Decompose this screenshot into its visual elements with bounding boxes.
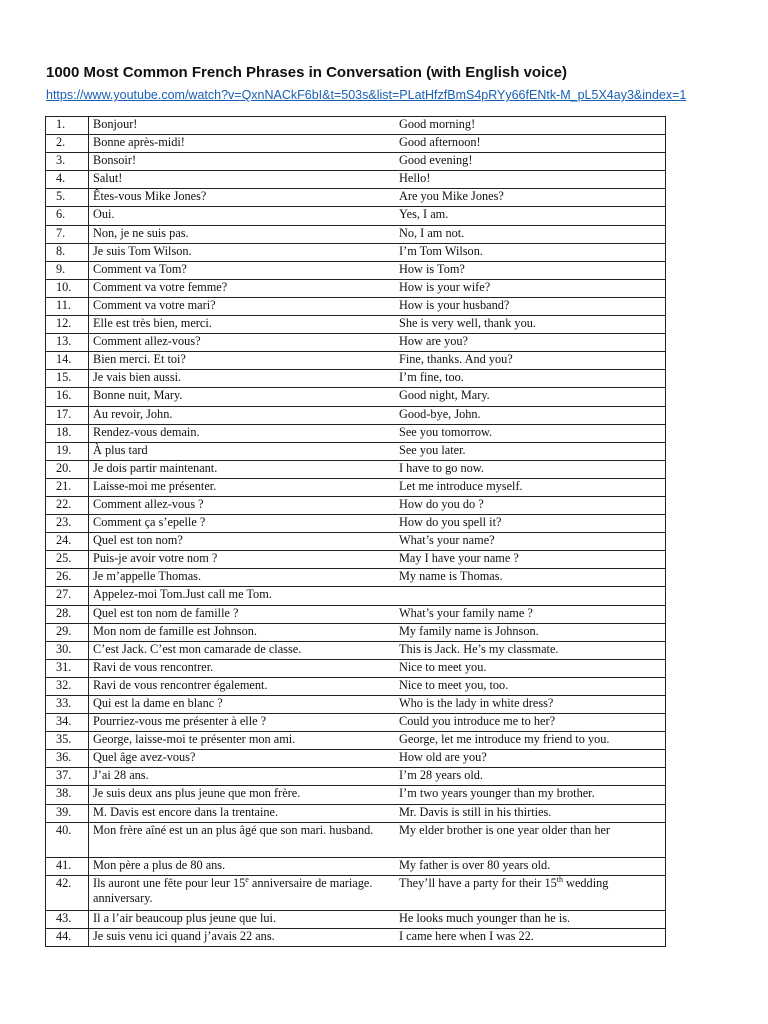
- table-row: [46, 768, 666, 786]
- english-translation: Let me introduce myself.: [395, 478, 666, 496]
- table-row: [46, 207, 666, 225]
- english-translation-part: wedding: [562, 875, 609, 890]
- row-number: 31.: [46, 659, 89, 677]
- table-row: [46, 388, 666, 406]
- french-phrase: M. Davis est encore dans la trentaine.: [89, 804, 396, 822]
- table-row: [46, 171, 666, 189]
- english-translation: How old are you?: [395, 750, 666, 768]
- row-number: 17.: [46, 406, 89, 424]
- table-row: [46, 641, 666, 659]
- french-phrase: Comment allez-vous ?: [89, 496, 396, 514]
- english-translation: Hello!: [395, 171, 666, 189]
- english-translation: How do you do ?: [395, 496, 666, 514]
- table-row: [46, 496, 666, 514]
- french-phrase: Il a l’air beaucoup plus jeune que lui.: [89, 910, 396, 928]
- row-number: 10.: [46, 279, 89, 297]
- english-translation: I came here when I was 22.: [395, 928, 666, 946]
- english-translation: May I have your name ?: [395, 551, 666, 569]
- english-translation: My family name is Johnson.: [395, 623, 666, 641]
- english-translation: I’m Tom Wilson.: [395, 243, 666, 261]
- table-row: [46, 857, 666, 875]
- row-number: 40.: [46, 822, 89, 857]
- french-phrase: Quel est ton nom de famille ?: [89, 605, 396, 623]
- french-phrase: Mon frère aîné est un an plus âgé que son mari. husband.: [89, 822, 396, 857]
- row-number: 29.: [46, 623, 89, 641]
- english-translation: I’m 28 years old.: [395, 768, 666, 786]
- table-row: [46, 135, 666, 153]
- english-translation: Good evening!: [395, 153, 666, 171]
- french-phrase: Je dois partir maintenant.: [89, 460, 396, 478]
- row-number: 6.: [46, 207, 89, 225]
- row-number: 26.: [46, 569, 89, 587]
- english-translation: Fine, thanks. And you?: [395, 352, 666, 370]
- row-number: 11.: [46, 297, 89, 315]
- english-translation: I’m two years younger than my brother.: [395, 786, 666, 804]
- french-phrase: Je suis venu ici quand j’avais 22 ans.: [89, 928, 396, 946]
- french-phrase: [89, 875, 396, 910]
- table-row: [46, 786, 666, 804]
- row-number: 41.: [46, 857, 89, 875]
- english-translation: [395, 875, 666, 910]
- row-number: 19.: [46, 442, 89, 460]
- table-row: [46, 153, 666, 171]
- row-number: 43.: [46, 910, 89, 928]
- table-row: [46, 515, 666, 533]
- table-row: [46, 460, 666, 478]
- english-translation: She is very well, thank you.: [395, 316, 666, 334]
- english-translation: Nice to meet you.: [395, 659, 666, 677]
- row-number: 20.: [46, 460, 89, 478]
- french-phrase: Comment va Tom?: [89, 261, 396, 279]
- row-number: 24.: [46, 533, 89, 551]
- table-row: [46, 659, 666, 677]
- table-row: [46, 677, 666, 695]
- superscript: th: [556, 874, 563, 884]
- french-phrase: Pourriez-vous me présenter à elle ?: [89, 714, 396, 732]
- english-translation: What’s your name?: [395, 533, 666, 551]
- row-number: 2.: [46, 135, 89, 153]
- row-number: 1.: [46, 117, 89, 135]
- row-number: 3.: [46, 153, 89, 171]
- row-number: 12.: [46, 316, 89, 334]
- table-row: [46, 243, 666, 261]
- english-translation: Nice to meet you, too.: [395, 677, 666, 695]
- english-translation: George, let me introduce my friend to you.: [395, 732, 666, 750]
- row-number: 35.: [46, 732, 89, 750]
- row-number: 7.: [46, 225, 89, 243]
- french-phrase: Qui est la dame en blanc ?: [89, 696, 396, 714]
- french-phrase: Ravi de vous rencontrer également.: [89, 677, 396, 695]
- table-row: [46, 261, 666, 279]
- french-phrase: George, laisse-moi te présenter mon ami.: [89, 732, 396, 750]
- french-phrase: J’ai 28 ans.: [89, 768, 396, 786]
- row-number: 38.: [46, 786, 89, 804]
- row-number: 5.: [46, 189, 89, 207]
- french-phrase: Salut!: [89, 171, 396, 189]
- english-translation-part: They’ll have a party for their 15: [399, 875, 557, 890]
- row-number: 42.: [46, 875, 89, 910]
- document-title: 1000 Most Common French Phrases in Conversation (with English voice): [46, 64, 567, 81]
- french-phrase: Au revoir, John.: [89, 406, 396, 424]
- table-row: [46, 569, 666, 587]
- table-row: [46, 424, 666, 442]
- french-phrase: Je suis deux ans plus jeune que mon frère.: [89, 786, 396, 804]
- english-translation: Could you introduce me to her?: [395, 714, 666, 732]
- english-translation: My father is over 80 years old.: [395, 857, 666, 875]
- french-phrase: Non, je ne suis pas.: [89, 225, 396, 243]
- table-row: [46, 928, 666, 946]
- table-row: [46, 875, 666, 910]
- english-translation: My elder brother is one year older than her: [395, 822, 666, 857]
- french-phrase: À plus tard: [89, 442, 396, 460]
- table-row: [46, 605, 666, 623]
- english-translation: This is Jack. He’s my classmate.: [395, 641, 666, 659]
- table-row: [46, 189, 666, 207]
- french-phrase: Elle est très bien, merci.: [89, 316, 396, 334]
- table-row: [46, 910, 666, 928]
- table-row: [46, 533, 666, 551]
- french-phrase: Bonne après-midi!: [89, 135, 396, 153]
- french-phrase: Oui.: [89, 207, 396, 225]
- english-translation: See you tomorrow.: [395, 424, 666, 442]
- table-row: [46, 117, 666, 135]
- french-phrase-part: Ils auront une fête pour leur 15: [93, 875, 246, 890]
- table-row: [46, 750, 666, 768]
- table-row: [46, 822, 666, 857]
- french-phrase: Mon nom de famille est Johnson.: [89, 623, 396, 641]
- table-row: [46, 551, 666, 569]
- row-number: 30.: [46, 641, 89, 659]
- french-phrase-part: anniversaire de mariage. anniversary.: [93, 875, 373, 906]
- french-phrase: Puis-je avoir votre nom ?: [89, 551, 396, 569]
- table-row: [46, 714, 666, 732]
- french-phrase: Rendez-vous demain.: [89, 424, 396, 442]
- english-translation: How is your wife?: [395, 279, 666, 297]
- french-phrase: Bonsoir!: [89, 153, 396, 171]
- row-number: 39.: [46, 804, 89, 822]
- table-row: [46, 225, 666, 243]
- row-number: 14.: [46, 352, 89, 370]
- english-translation: Good morning!: [395, 117, 666, 135]
- row-number: 9.: [46, 261, 89, 279]
- english-translation: Yes, I am.: [395, 207, 666, 225]
- row-number: 32.: [46, 677, 89, 695]
- row-number: 13.: [46, 334, 89, 352]
- youtube-link[interactable]: https://www.youtube.com/watch?v=QxnNACkF6bI&t=503s&list=PLatHfzfBmS4pRYy66fENtk-M_pL5X4ay3&index=1: [46, 88, 687, 102]
- table-row: [46, 623, 666, 641]
- french-phrase: Comment va votre femme?: [89, 279, 396, 297]
- french-phrase: Êtes-vous Mike Jones?: [89, 189, 396, 207]
- row-number: 8.: [46, 243, 89, 261]
- english-translation: No, I am not.: [395, 225, 666, 243]
- french-phrase: Bien merci. Et toi?: [89, 352, 396, 370]
- row-number: 27.: [46, 587, 89, 605]
- row-number: 36.: [46, 750, 89, 768]
- french-phrase: Bonne nuit, Mary.: [89, 388, 396, 406]
- table-row: [46, 804, 666, 822]
- french-phrase: Comment allez-vous?: [89, 334, 396, 352]
- row-number: 4.: [46, 171, 89, 189]
- english-translation: [395, 587, 666, 605]
- row-number: 28.: [46, 605, 89, 623]
- table-row: [46, 297, 666, 315]
- row-number: 16.: [46, 388, 89, 406]
- french-phrase: Comment ça s’epelle ?: [89, 515, 396, 533]
- table-row: [46, 732, 666, 750]
- table-row: [46, 406, 666, 424]
- english-translation: Good afternoon!: [395, 135, 666, 153]
- english-translation: Who is the lady in white dress?: [395, 696, 666, 714]
- english-translation: What’s your family name ?: [395, 605, 666, 623]
- french-phrase: C’est Jack. C’est mon camarade de classe.: [89, 641, 396, 659]
- french-phrase: Je vais bien aussi.: [89, 370, 396, 388]
- table-row: [46, 696, 666, 714]
- row-number: 37.: [46, 768, 89, 786]
- french-phrase: Je suis Tom Wilson.: [89, 243, 396, 261]
- superscript: e: [245, 874, 249, 884]
- row-number: 22.: [46, 496, 89, 514]
- english-translation: Good night, Mary.: [395, 388, 666, 406]
- french-phrase: Comment va votre mari?: [89, 297, 396, 315]
- row-number: 33.: [46, 696, 89, 714]
- english-translation: Good-bye, John.: [395, 406, 666, 424]
- table-row: [46, 478, 666, 496]
- french-phrase: Quel est ton nom?: [89, 533, 396, 551]
- french-phrase: Ravi de vous rencontrer.: [89, 659, 396, 677]
- english-translation: I’m fine, too.: [395, 370, 666, 388]
- table-row: [46, 352, 666, 370]
- row-number: 18.: [46, 424, 89, 442]
- english-translation: How is Tom?: [395, 261, 666, 279]
- english-translation: Are you Mike Jones?: [395, 189, 666, 207]
- english-translation: Mr. Davis is still in his thirties.: [395, 804, 666, 822]
- row-number: 21.: [46, 478, 89, 496]
- table-row: [46, 334, 666, 352]
- row-number: 15.: [46, 370, 89, 388]
- english-translation: How is your husband?: [395, 297, 666, 315]
- table-row: [46, 442, 666, 460]
- row-number: 34.: [46, 714, 89, 732]
- english-translation: He looks much younger than he is.: [395, 910, 666, 928]
- french-phrase: Je m’appelle Thomas.: [89, 569, 396, 587]
- french-phrase: Laisse-moi me présenter.: [89, 478, 396, 496]
- row-number: 23.: [46, 515, 89, 533]
- phrase-table-body: [46, 117, 666, 947]
- table-row: [46, 587, 666, 605]
- english-translation: How do you spell it?: [395, 515, 666, 533]
- table-row: [46, 279, 666, 297]
- table-row: [46, 316, 666, 334]
- french-phrase: Quel âge avez-vous?: [89, 750, 396, 768]
- english-translation: I have to go now.: [395, 460, 666, 478]
- row-number: 44.: [46, 928, 89, 946]
- english-translation: My name is Thomas.: [395, 569, 666, 587]
- row-number: 25.: [46, 551, 89, 569]
- english-translation: How are you?: [395, 334, 666, 352]
- french-phrase: Appelez-moi Tom.Just call me Tom.: [89, 587, 396, 605]
- french-phrase: Mon père a plus de 80 ans.: [89, 857, 396, 875]
- phrase-table: [45, 116, 666, 947]
- table-row: [46, 370, 666, 388]
- french-phrase: Bonjour!: [89, 117, 396, 135]
- english-translation: See you later.: [395, 442, 666, 460]
